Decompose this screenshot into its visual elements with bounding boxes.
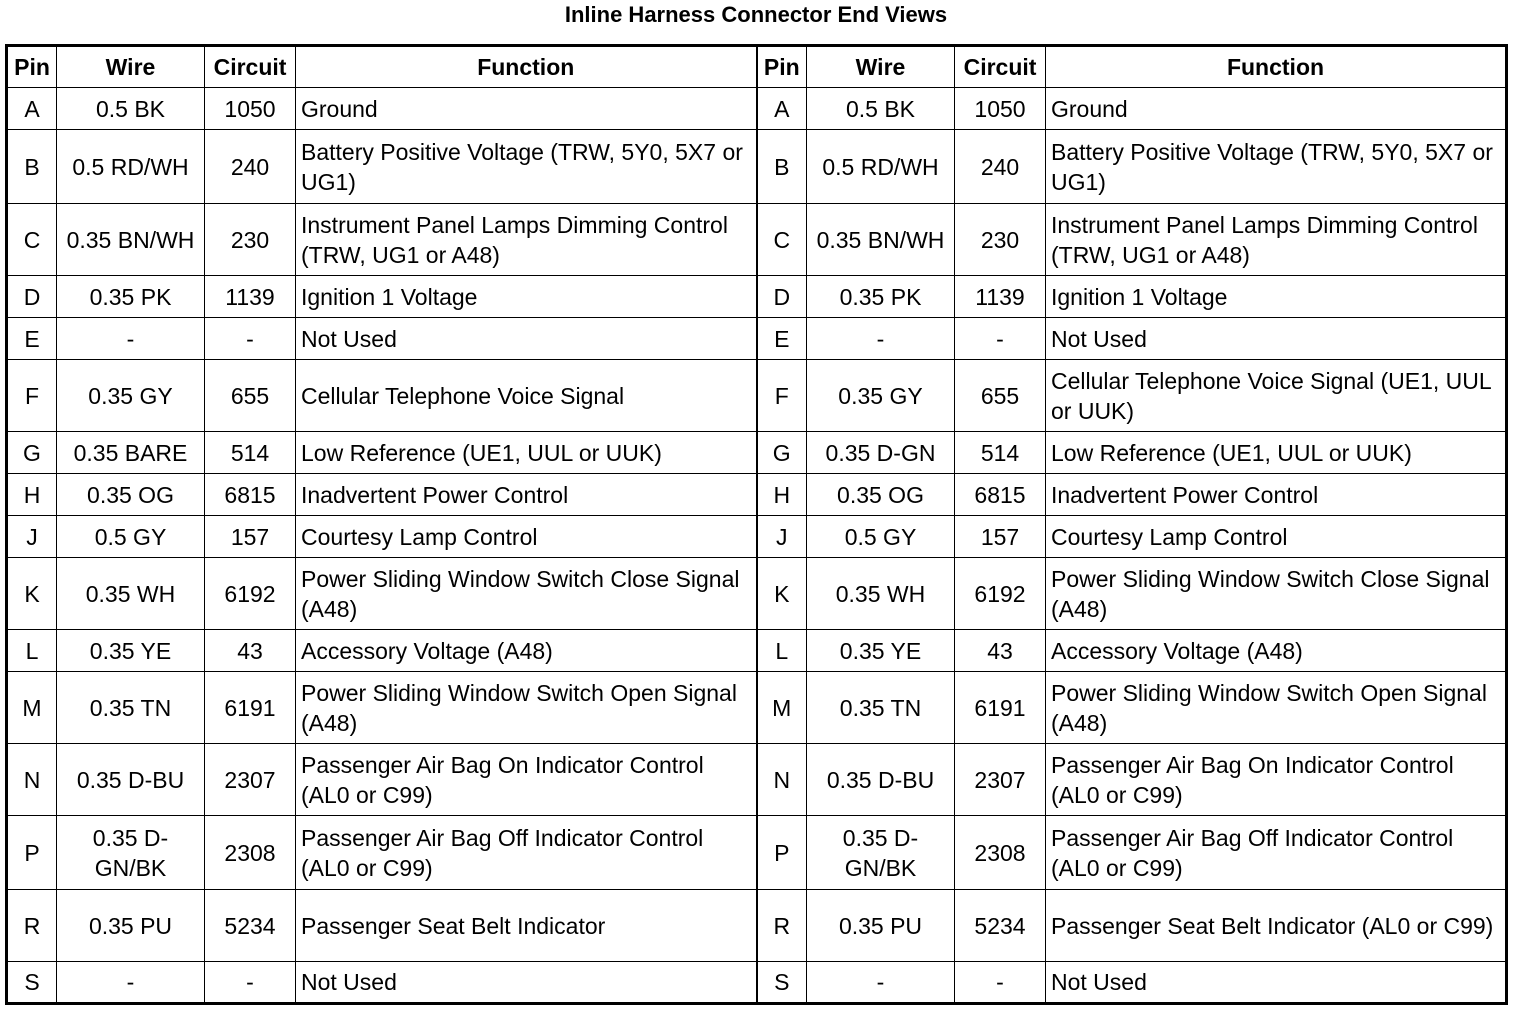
cell-wire: 0.35 WH <box>807 558 955 630</box>
cell-function: Ignition 1 Voltage <box>296 276 757 318</box>
cell-function: Battery Positive Voltage (TRW, 5Y0, 5X7 or UG1) <box>296 130 757 204</box>
cell-wire: - <box>807 318 955 360</box>
cell-function: Courtesy Lamp Control <box>1046 516 1507 558</box>
cell-wire: - <box>57 962 205 1004</box>
cell-function: Ignition 1 Voltage <box>1046 276 1507 318</box>
cell-circuit: 1050 <box>955 88 1046 130</box>
cell-pin: B <box>7 130 57 204</box>
cell-circuit: 5234 <box>955 890 1046 962</box>
cell-circuit: 514 <box>205 432 296 474</box>
cell-wire: 0.35 OG <box>807 474 955 516</box>
cell-wire: 0.35 WH <box>57 558 205 630</box>
cell-circuit: 6192 <box>955 558 1046 630</box>
cell-circuit: 655 <box>955 360 1046 432</box>
cell-circuit: 1139 <box>955 276 1046 318</box>
table-row <box>7 516 1507 558</box>
cell-function: Battery Positive Voltage (TRW, 5Y0, 5X7 or UG1) <box>1046 130 1507 204</box>
cell-wire: - <box>57 318 205 360</box>
cell-circuit: 157 <box>205 516 296 558</box>
header-row <box>7 46 1507 88</box>
cell-circuit: 655 <box>205 360 296 432</box>
cell-function: Not Used <box>296 962 757 1004</box>
cell-pin: K <box>7 558 57 630</box>
cell-circuit: 230 <box>955 204 1046 276</box>
cell-circuit: - <box>205 318 296 360</box>
cell-pin: C <box>7 204 57 276</box>
cell-wire: 0.5 RD/WH <box>57 130 205 204</box>
table-row <box>7 962 1507 1004</box>
cell-wire: 0.35 YE <box>57 630 205 672</box>
cell-wire: 0.5 GY <box>57 516 205 558</box>
cell-pin: N <box>757 744 807 816</box>
table-row <box>7 672 1507 744</box>
cell-function: Passenger Air Bag Off Indicator Control (AL0 or C99) <box>296 816 757 890</box>
cell-pin: G <box>7 432 57 474</box>
cell-pin: E <box>7 318 57 360</box>
table-row <box>7 360 1507 432</box>
cell-wire: 0.35 BN/WH <box>57 204 205 276</box>
cell-wire: 0.35 PK <box>57 276 205 318</box>
header-wire: Wire <box>807 46 955 88</box>
cell-wire: 0.35 D-BU <box>57 744 205 816</box>
cell-pin: J <box>7 516 57 558</box>
cell-pin: A <box>7 88 57 130</box>
cell-function: Power Sliding Window Switch Close Signal (A48) <box>1046 558 1507 630</box>
table-row <box>7 130 1507 204</box>
cell-function: Accessory Voltage (A48) <box>296 630 757 672</box>
cell-pin: D <box>7 276 57 318</box>
cell-wire: 0.5 RD/WH <box>807 130 955 204</box>
cell-wire: 0.5 BK <box>57 88 205 130</box>
cell-function: Power Sliding Window Switch Open Signal (A48) <box>296 672 757 744</box>
cell-circuit: 157 <box>955 516 1046 558</box>
cell-function: Inadvertent Power Control <box>296 474 757 516</box>
cell-circuit: 230 <box>205 204 296 276</box>
cell-circuit: 43 <box>205 630 296 672</box>
cell-pin: R <box>7 890 57 962</box>
cell-function: Low Reference (UE1, UUL or UUK) <box>296 432 757 474</box>
cell-function: Cellular Telephone Voice Signal (UE1, UUL or UUK) <box>1046 360 1507 432</box>
cell-function: Courtesy Lamp Control <box>296 516 757 558</box>
cell-wire: 0.35 GY <box>57 360 205 432</box>
table-row <box>7 474 1507 516</box>
cell-function: Inadvertent Power Control <box>1046 474 1507 516</box>
cell-wire: 0.35 D-GN/BK <box>807 816 955 890</box>
cell-circuit: 240 <box>205 130 296 204</box>
cell-wire: 0.5 BK <box>807 88 955 130</box>
cell-pin: S <box>757 962 807 1004</box>
cell-pin: N <box>7 744 57 816</box>
table-row <box>7 204 1507 276</box>
cell-pin: R <box>757 890 807 962</box>
cell-circuit: 1139 <box>205 276 296 318</box>
header-circuit: Circuit <box>205 46 296 88</box>
header-function: Function <box>1046 46 1507 88</box>
cell-function: Passenger Seat Belt Indicator <box>296 890 757 962</box>
table-row <box>7 630 1507 672</box>
table-row <box>7 432 1507 474</box>
cell-function: Instrument Panel Lamps Dimming Control (TRW, UG1 or A48) <box>1046 204 1507 276</box>
cell-wire: 0.35 PU <box>57 890 205 962</box>
cell-function: Low Reference (UE1, UUL or UUK) <box>1046 432 1507 474</box>
cell-wire: - <box>807 962 955 1004</box>
cell-wire: 0.35 D-GN <box>807 432 955 474</box>
cell-wire: 0.35 D-BU <box>807 744 955 816</box>
cell-pin: F <box>757 360 807 432</box>
header-pin: Pin <box>7 46 57 88</box>
cell-wire: 0.35 OG <box>57 474 205 516</box>
cell-pin: C <box>757 204 807 276</box>
cell-circuit: 6192 <box>205 558 296 630</box>
cell-pin: L <box>7 630 57 672</box>
cell-pin: A <box>757 88 807 130</box>
cell-pin: J <box>757 516 807 558</box>
cell-pin: B <box>757 130 807 204</box>
cell-wire: 0.35 YE <box>807 630 955 672</box>
cell-pin: P <box>7 816 57 890</box>
cell-circuit: 6815 <box>205 474 296 516</box>
cell-circuit: 514 <box>955 432 1046 474</box>
cell-pin: K <box>757 558 807 630</box>
cell-pin: L <box>757 630 807 672</box>
header-circuit: Circuit <box>955 46 1046 88</box>
cell-function: Not Used <box>1046 318 1507 360</box>
cell-pin: S <box>7 962 57 1004</box>
cell-pin: M <box>757 672 807 744</box>
cell-circuit: 240 <box>955 130 1046 204</box>
header-function: Function <box>296 46 757 88</box>
table-row <box>7 88 1507 130</box>
cell-function: Instrument Panel Lamps Dimming Control (TRW, UG1 or A48) <box>296 204 757 276</box>
cell-function: Passenger Air Bag Off Indicator Control (AL0 or C99) <box>1046 816 1507 890</box>
cell-wire: 0.35 GY <box>807 360 955 432</box>
cell-pin: F <box>7 360 57 432</box>
cell-function: Accessory Voltage (A48) <box>1046 630 1507 672</box>
cell-circuit: 2308 <box>955 816 1046 890</box>
cell-function: Passenger Seat Belt Indicator (AL0 or C99) <box>1046 890 1507 962</box>
cell-wire: 0.35 BARE <box>57 432 205 474</box>
cell-circuit: 2308 <box>205 816 296 890</box>
cell-pin: H <box>7 474 57 516</box>
cell-circuit: 5234 <box>205 890 296 962</box>
cell-wire: 0.35 D-GN/BK <box>57 816 205 890</box>
cell-function: Power Sliding Window Switch Close Signal (A48) <box>296 558 757 630</box>
table-row <box>7 558 1507 630</box>
cell-wire: 0.35 BN/WH <box>807 204 955 276</box>
table-row <box>7 890 1507 962</box>
cell-pin: P <box>757 816 807 890</box>
cell-function: Cellular Telephone Voice Signal <box>296 360 757 432</box>
header-wire: Wire <box>57 46 205 88</box>
cell-wire: 0.5 GY <box>807 516 955 558</box>
cell-function: Not Used <box>296 318 757 360</box>
page-title: Inline Harness Connector End Views <box>564 2 948 27</box>
cell-pin: G <box>757 432 807 474</box>
cell-function: Ground <box>296 88 757 130</box>
cell-function: Power Sliding Window Switch Open Signal (A48) <box>1046 672 1507 744</box>
table-row <box>7 276 1507 318</box>
cell-pin: D <box>757 276 807 318</box>
cell-circuit: - <box>955 962 1046 1004</box>
cell-wire: 0.35 TN <box>807 672 955 744</box>
cell-circuit: 2307 <box>205 744 296 816</box>
cell-circuit: 2307 <box>955 744 1046 816</box>
table-row <box>7 744 1507 816</box>
cell-wire: 0.35 TN <box>57 672 205 744</box>
cell-function: Passenger Air Bag On Indicator Control (AL0 or C99) <box>1046 744 1507 816</box>
header-pin: Pin <box>757 46 807 88</box>
cell-circuit: - <box>955 318 1046 360</box>
cell-circuit: 6191 <box>205 672 296 744</box>
cell-circuit: 1050 <box>205 88 296 130</box>
cell-circuit: - <box>205 962 296 1004</box>
cell-circuit: 6815 <box>955 474 1046 516</box>
cell-pin: E <box>757 318 807 360</box>
cell-circuit: 43 <box>955 630 1046 672</box>
cell-function: Ground <box>1046 88 1507 130</box>
cell-pin: M <box>7 672 57 744</box>
connector-table <box>5 44 1508 1005</box>
cell-function: Passenger Air Bag On Indicator Control (AL0 or C99) <box>296 744 757 816</box>
cell-pin: H <box>757 474 807 516</box>
cell-circuit: 6191 <box>955 672 1046 744</box>
cell-wire: 0.35 PU <box>807 890 955 962</box>
table-row <box>7 318 1507 360</box>
cell-function: Not Used <box>1046 962 1507 1004</box>
table-row <box>7 816 1507 890</box>
cell-wire: 0.35 PK <box>807 276 955 318</box>
